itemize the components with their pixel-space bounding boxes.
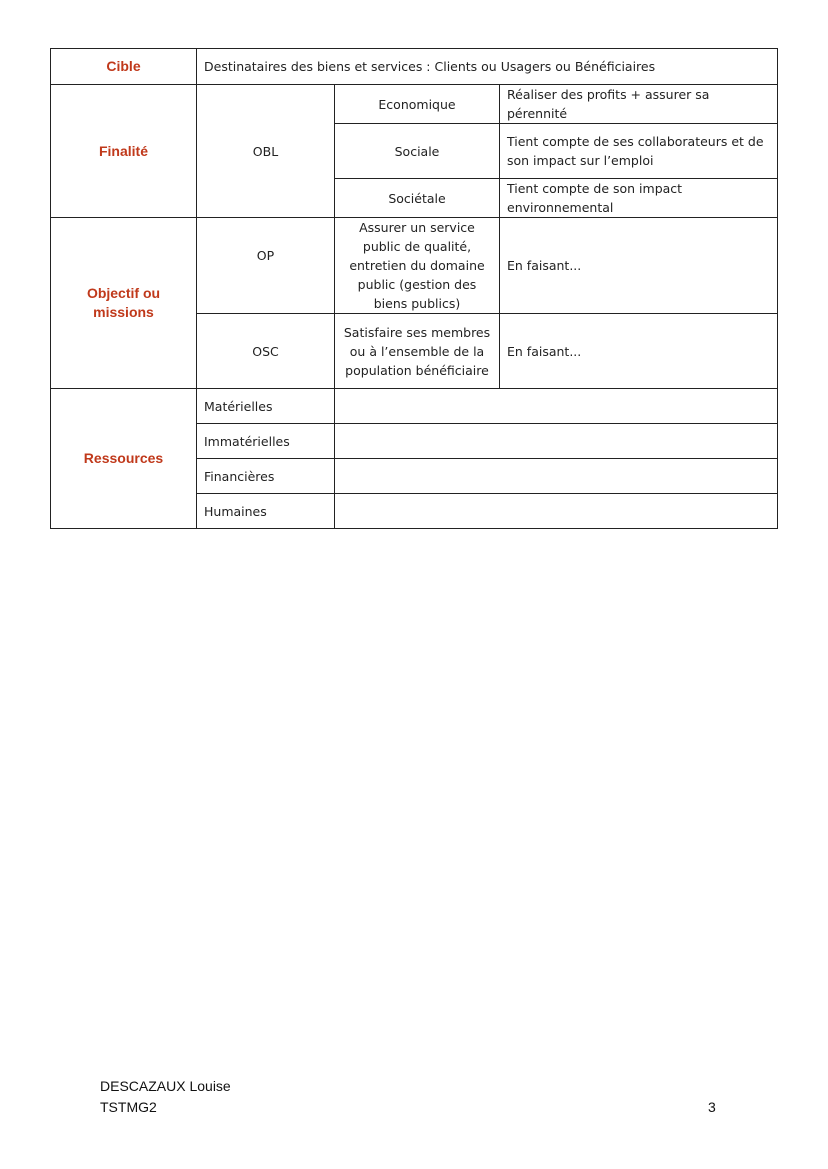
finalite-desc: Tient compte de ses collaborateurs et de son impact sur l’emploi	[500, 124, 778, 179]
page-number: 3	[708, 1099, 716, 1115]
cible-value: Destinataires des biens et services : Clients ou Usagers ou Bénéficiaires	[197, 49, 778, 85]
footer-author: DESCAZAUX Louise	[100, 1078, 231, 1094]
objectif-how: En faisant...	[500, 218, 778, 314]
ressource-type: Immatérielles	[197, 424, 335, 459]
finalite-desc: Réaliser des profits + assurer sa pérennité	[500, 85, 778, 124]
row-cible	[51, 49, 778, 85]
ressource-value	[335, 424, 778, 459]
row-objectif-op	[51, 218, 778, 314]
ressource-value	[335, 389, 778, 424]
ressource-type: Financières	[197, 459, 335, 494]
finalite-label: Finalité	[51, 85, 197, 218]
objectif-group: OSC	[197, 314, 335, 389]
finalite-type: Sociétale	[335, 179, 500, 218]
objectif-group: OP	[197, 218, 335, 314]
row-finalite-economique	[51, 85, 778, 124]
row-ressources-materielles	[51, 389, 778, 424]
objectif-mission: Satisfaire ses membres ou à l’ensemble de la population bénéficiaire	[335, 314, 500, 389]
ressource-type: Humaines	[197, 494, 335, 529]
finalite-type: Sociale	[335, 124, 500, 179]
footer-class: TSTMG2	[100, 1099, 157, 1115]
finalite-type: Economique	[335, 85, 500, 124]
ressource-value	[335, 494, 778, 529]
finalite-desc: Tient compte de son impact environnemental	[500, 179, 778, 218]
objectif-mission: Assurer un service public de qualité, entretien du domaine public (gestion des biens publics)	[335, 218, 500, 314]
cible-label: Cible	[51, 49, 197, 85]
ressource-type: Matérielles	[197, 389, 335, 424]
objectif-how: En faisant...	[500, 314, 778, 389]
ressources-label: Ressources	[51, 389, 197, 529]
finalite-group: OBL	[197, 85, 335, 218]
ressource-value	[335, 459, 778, 494]
objectif-label: Objectif ou missions	[51, 218, 197, 389]
organisation-table	[50, 48, 778, 529]
